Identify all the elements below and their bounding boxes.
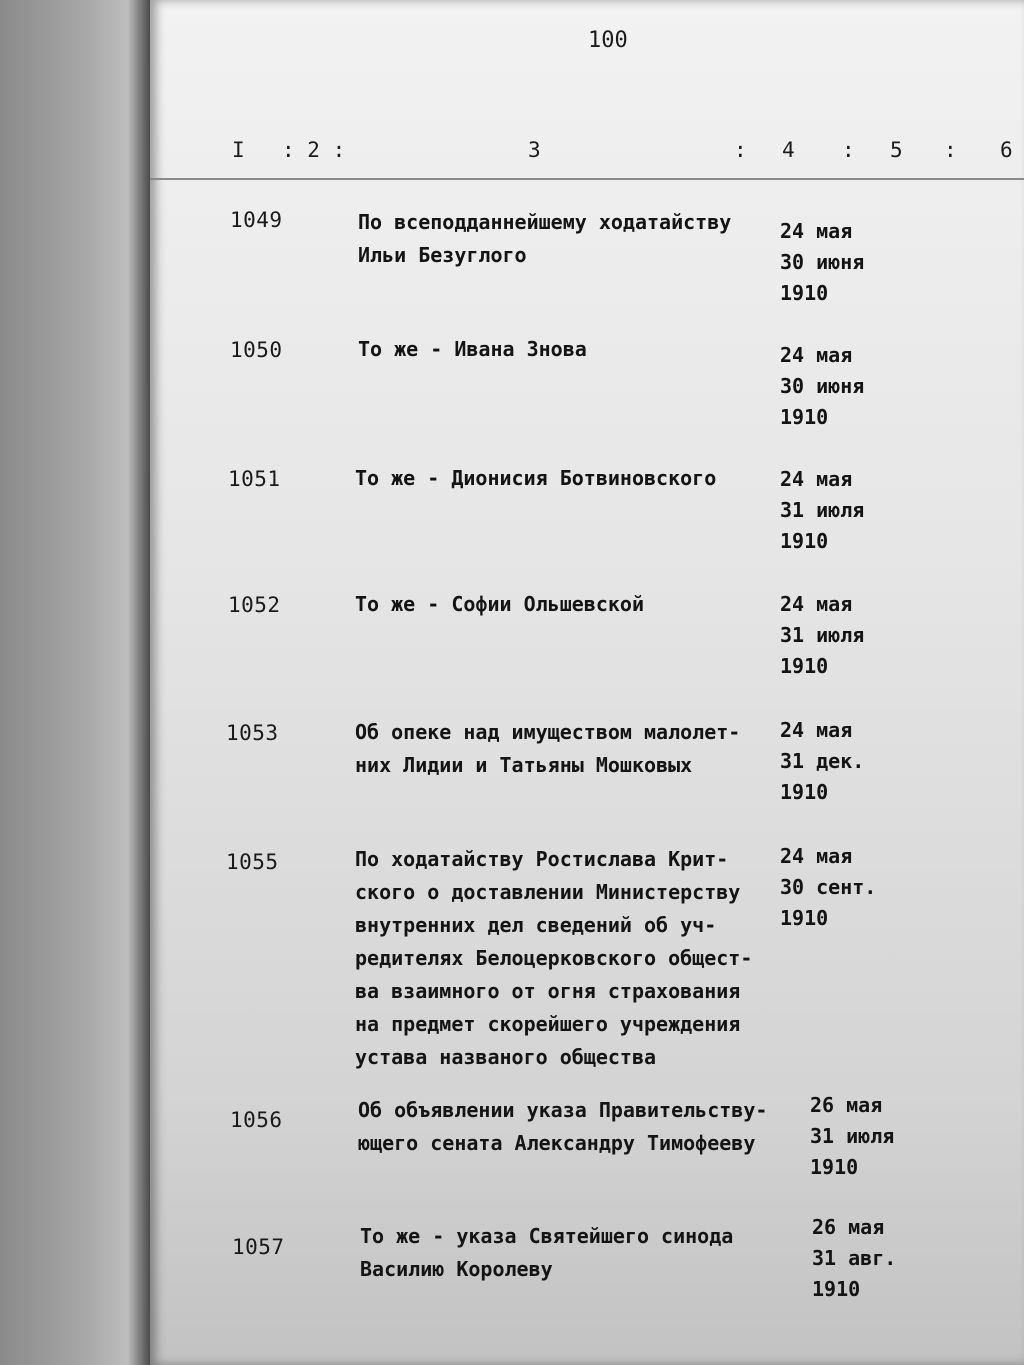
entry-dates: 24 мая 30 июня 1910 [780, 219, 865, 305]
entry-number: 1056 [230, 1108, 283, 1132]
entry-title: То же - указа Святейшего синода Василию Королеву [360, 1224, 734, 1281]
column-header-4: 4 [782, 138, 795, 162]
entry-number: 1055 [226, 850, 279, 874]
entry-number: 1051 [228, 467, 281, 491]
entry-title: То же - Ивана Знова [358, 337, 587, 361]
entry-title: То же - Дионисия Ботвиновского [355, 466, 717, 490]
entry-number: 1057 [232, 1235, 285, 1259]
column-header-6: 6 [1000, 138, 1013, 162]
entry-dates: 26 мая 31 июля 1910 [810, 1093, 895, 1179]
column-header-3: 3 [528, 138, 541, 162]
entry-number: 1050 [230, 338, 283, 362]
entry-dates: 24 мая 30 сент. 1910 [780, 844, 877, 930]
column-separator: : [842, 138, 855, 162]
column-header-5: 5 [890, 138, 903, 162]
entry-title: По ходатайству Ростислава Крит- ского о доставлении Министерству внутренних дел сведений об уч- редителях Белоцерковского общест- ва взаимного от огня страхования на предмет скорейшего учреждения устава названого общества [355, 847, 753, 1069]
column-header-1: I [232, 138, 245, 162]
book-spine [0, 0, 150, 1365]
entry-dates: 24 мая 31 дек. 1910 [780, 718, 865, 804]
entry-number: 1049 [230, 208, 283, 232]
column-separator: : [734, 138, 747, 162]
entry-dates: 26 мая 31 авг. 1910 [812, 1215, 897, 1301]
page-number: 100 [588, 28, 628, 53]
header-rule [150, 178, 1024, 180]
entry-dates: 24 мая 31 июля 1910 [780, 592, 865, 678]
entry-title: Об объявлении указа Правительству- ющего сената Александру Тимофееву [358, 1098, 768, 1155]
column-separator: : [944, 138, 957, 162]
column-header-2: : 2 : [282, 138, 346, 162]
entry-title: Об опеке над имуществом малолет- них Лидии и Татьяны Мошковых [355, 720, 741, 777]
entry-dates: 24 мая 30 июня 1910 [780, 343, 865, 429]
entry-title: По всеподданнейшему ходатайству Ильи Безуглого [358, 210, 732, 267]
entry-title: То же - Софии Ольшевской [355, 592, 644, 616]
entry-number: 1052 [228, 593, 281, 617]
entry-dates: 24 мая 31 июля 1910 [780, 467, 865, 553]
entry-number: 1053 [226, 721, 279, 745]
